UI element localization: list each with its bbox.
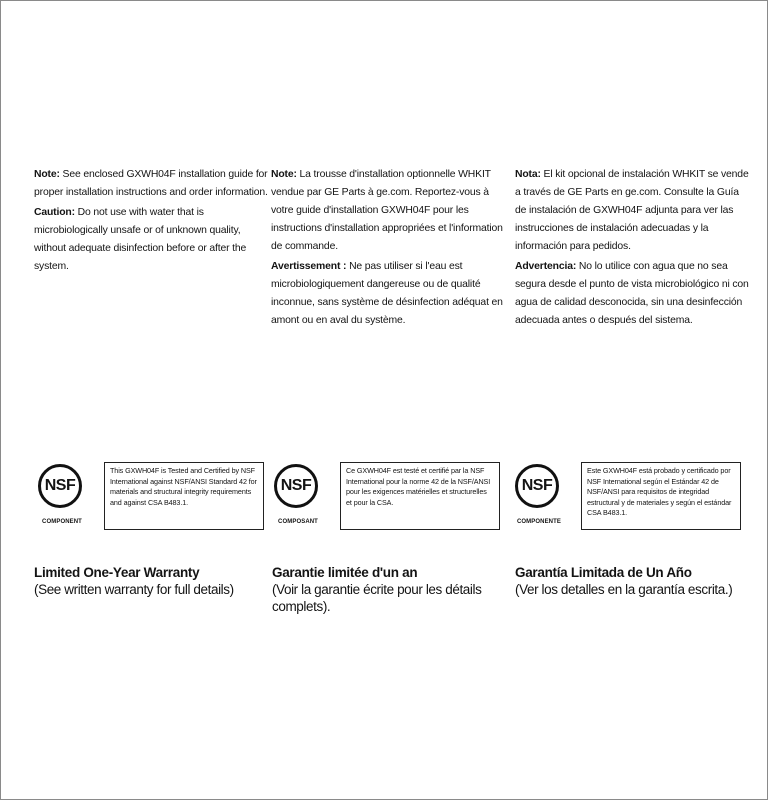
note-paragraph xyxy=(34,166,270,202)
nsf-logo xyxy=(272,464,330,530)
nsf-logo-label: COMPONENTE xyxy=(516,519,561,525)
certification-box: Este GXWH04F está probado y certificado por NSF International según el Estándar 42 de NSF/ANSI para requisitos de integridad estructural y de materiales y según el estándar CSA B483.1. xyxy=(581,462,741,530)
nsf-logo-label: COMPOSANT xyxy=(278,519,318,525)
caution-label: Advertencia: xyxy=(515,261,577,272)
nsf-circle-icon: NSF xyxy=(274,464,318,508)
note-text: See enclosed GXWH04F installation guide for proper installation instructions and order information. xyxy=(34,169,268,198)
note-text: La trousse d'installation optionnelle WHKIT vendue par GE Parts à ge.com. Reportez-vous à votre guide d'installation GXWH04F pour les instructions d'installation appropriées et l'information de commande. xyxy=(271,169,503,252)
caution-paragraph xyxy=(271,258,507,330)
warranty-subtitle: (See written warranty for full details) xyxy=(34,582,234,597)
nsf-logo-label: COMPONENT xyxy=(42,519,82,525)
caution-text: No lo utilice con agua que no sea segura desde el punto de vista microbiológico ni con agua de calidad desconocida, sin una desinfección adecuada antes o después del sistema. xyxy=(515,261,749,326)
nsf-circle-icon: NSF xyxy=(38,464,82,508)
note-label: Note: xyxy=(34,169,60,180)
nsf-circle-icon: NSF xyxy=(515,464,559,508)
notes-french xyxy=(271,166,507,332)
caution-paragraph xyxy=(34,204,270,276)
notes-english xyxy=(34,166,270,278)
warranty-english xyxy=(34,564,270,598)
note-label: Note: xyxy=(271,169,297,180)
certification-english xyxy=(36,462,272,532)
warranty-title: Garantie limitée d'un an xyxy=(272,565,418,580)
note-label: Nota: xyxy=(515,169,541,180)
note-text: El kit opcional de instalación WHKIT se vende a través de GE Parts en ge.com. Consulte la Guía de instalación de GXWH04F adjunta para ver las instrucciones de instalación adecuadas y la información para pedidos. xyxy=(515,169,749,252)
certification-french xyxy=(272,462,508,532)
caution-label: Avertissement : xyxy=(271,261,347,272)
note-paragraph xyxy=(515,166,751,256)
warranty-title: Limited One-Year Warranty xyxy=(34,565,200,580)
warranty-subtitle: (Ver los detalles en la garantía escrita.) xyxy=(515,582,733,597)
nsf-logo xyxy=(513,464,571,530)
caution-paragraph xyxy=(515,258,751,330)
certification-box: This GXWH04F is Tested and Certified by NSF International against NSF/ANSI Standard 42 for materials and structural integrity requirements and against CSA B483.1. xyxy=(104,462,264,530)
note-paragraph xyxy=(271,166,507,256)
warranty-subtitle: (Voir la garantie écrite pour les détails complets). xyxy=(272,582,482,614)
caution-text: Ne pas utiliser si l'eau est microbiologiquement dangereuse ou de qualité inconnue, sans système de désinfection adéquat en amont ou en aval du système. xyxy=(271,261,503,326)
notes-spanish xyxy=(515,166,751,332)
caution-text: Do not use with water that is microbiologically unsafe or of unknown quality, without adequate disinfection before or after the system. xyxy=(34,207,247,272)
caution-label: Caution: xyxy=(34,207,75,218)
warranty-title: Garantía Limitada de Un Año xyxy=(515,565,692,580)
certification-spanish xyxy=(513,462,749,532)
warranty-spanish xyxy=(515,564,751,598)
nsf-logo xyxy=(36,464,94,530)
certification-box: Ce GXWH04F est testé et certifié par la NSF International pour la norme 42 de la NSF/ANSI pour les exigences matérielles et structurelles et pour la CSA. xyxy=(340,462,500,530)
warranty-french xyxy=(272,564,508,615)
